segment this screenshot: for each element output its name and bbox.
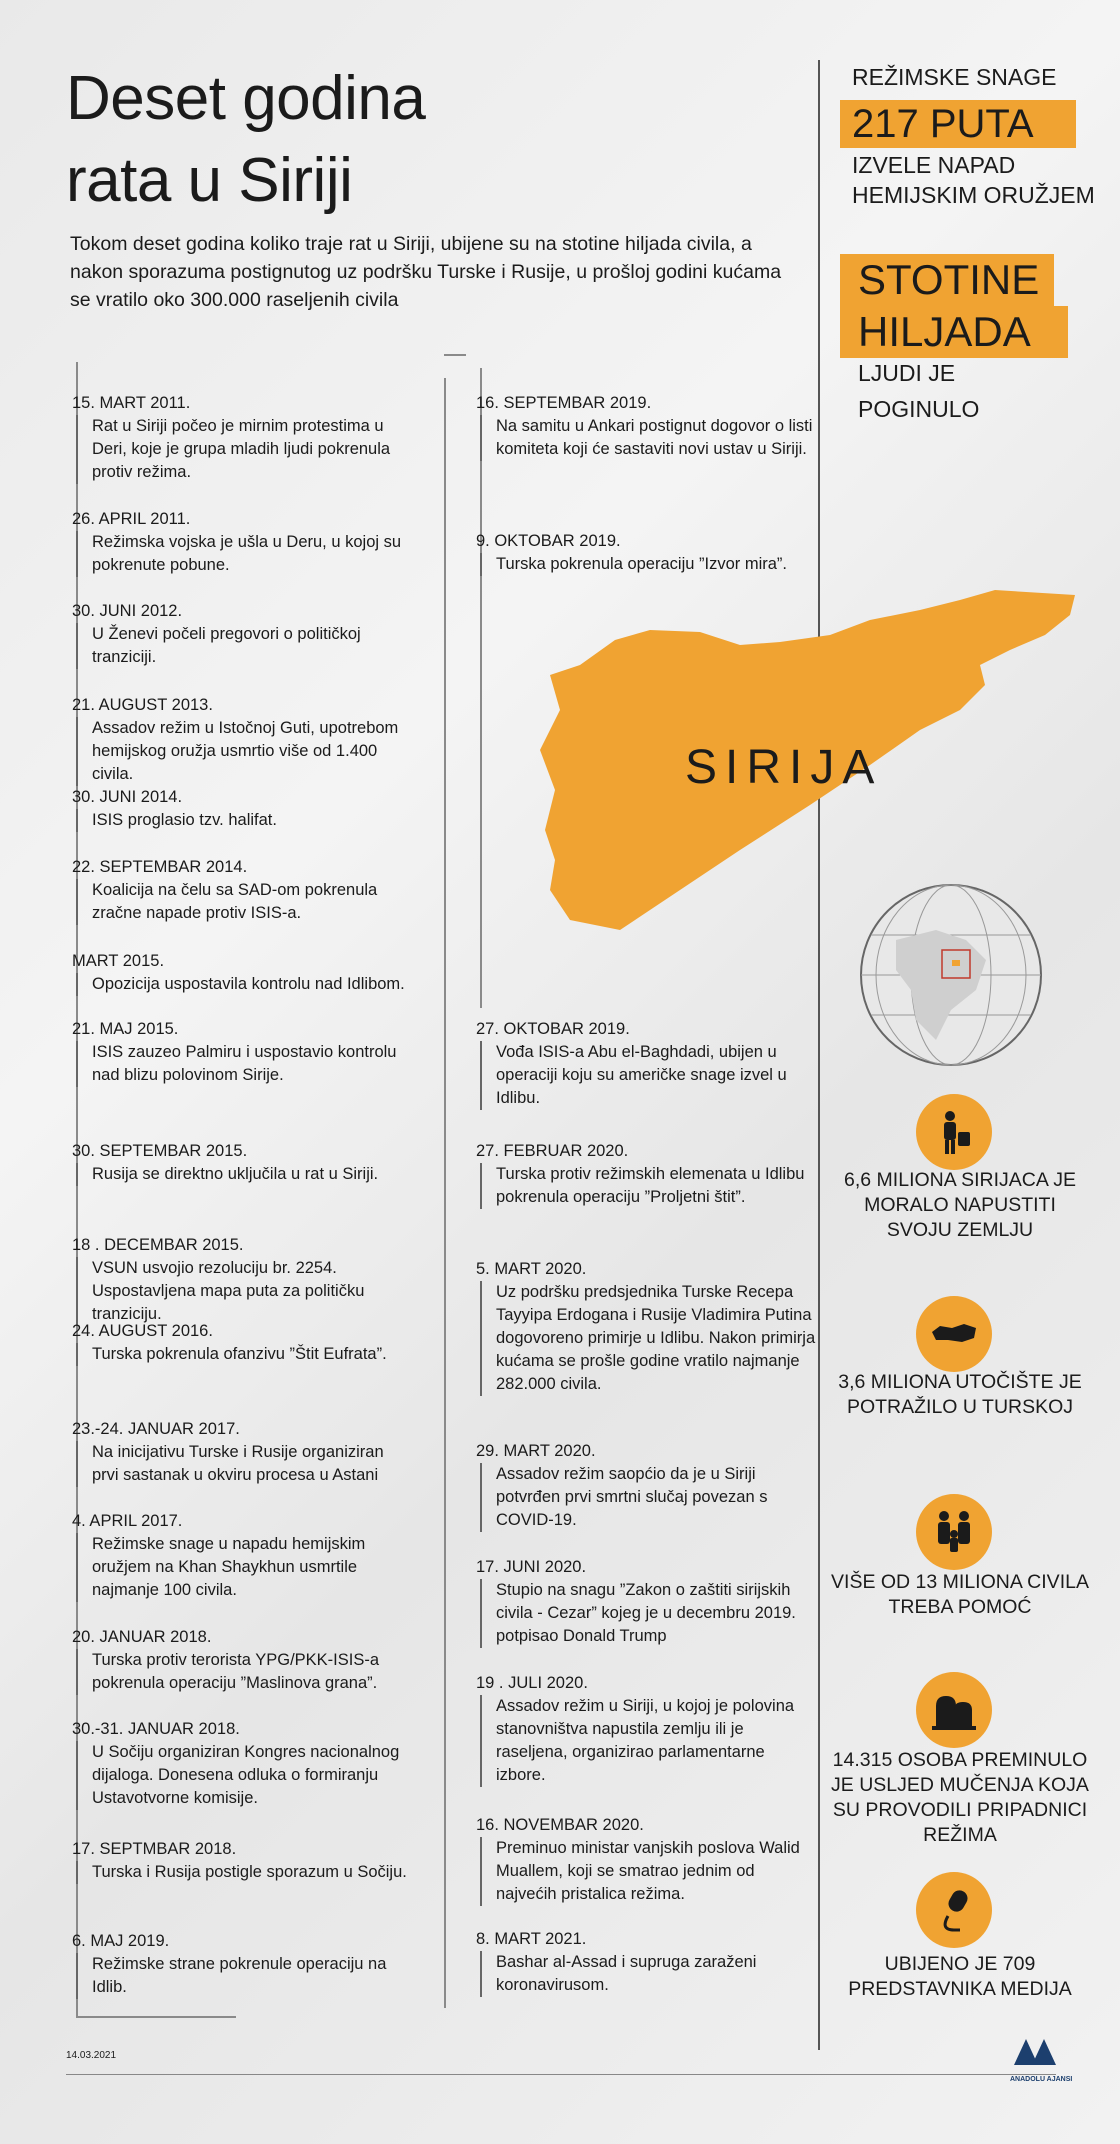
- timeline-event: [72, 1140, 412, 1186]
- page-title: Deset godina rata u Siriji: [66, 64, 426, 215]
- timeline-event: [72, 1234, 412, 1326]
- event-date: 16. NOVEMBAR 2020.: [476, 1816, 644, 1834]
- event-text: Turska i Rusija postigle sporazum u Sočiju.: [76, 1861, 412, 1884]
- event-date: 20. JANUAR 2018.: [72, 1628, 212, 1646]
- event-text: Režimske strane pokrenule operaciju na Idlib.: [76, 1953, 412, 1999]
- timeline-event: [476, 1814, 816, 1906]
- event-date: 17. JUNI 2020.: [476, 1558, 587, 1576]
- timeline-event: [72, 600, 412, 669]
- event-text: U Sočiju organiziran Kongres nacionalnog dijaloga. Donesena odluka o formiranju Ustavotvorne komisije.: [76, 1741, 412, 1810]
- stat-dead-line2: POGINULO: [858, 396, 980, 422]
- timeline-connector-top: [444, 354, 466, 356]
- event-date: 4. APRIL 2017.: [72, 1512, 183, 1530]
- stat-dead-hl2-bg: [840, 306, 1068, 358]
- timeline-event: [72, 1930, 412, 1999]
- event-text: Režimske snage u napadu hemijskim oružjem na Khan Shaykhun usmrtile najmanje 100 civila.: [76, 1533, 412, 1602]
- event-date: 26. APRIL 2011.: [72, 510, 191, 528]
- stat-chem-highlight: 217 PUTA: [852, 102, 1034, 146]
- event-date: 6. MAJ 2019.: [72, 1932, 170, 1950]
- graves-icon: [916, 1672, 992, 1748]
- event-date: 16. SEPTEMBAR 2019.: [476, 394, 652, 412]
- stat-dead-hl1: STOTINE: [858, 256, 1040, 303]
- event-date: 30. SEPTEMBAR 2015.: [72, 1142, 248, 1160]
- event-date: 30. JUNI 2012.: [72, 602, 183, 620]
- event-text: Vođa ISIS-a Abu el-Baghdadi, ubijen u operaciji koju su američke snage izvel u Idlibu.: [480, 1041, 816, 1110]
- timeline-right-line: [480, 368, 482, 1008]
- event-date: 30. JUNI 2014.: [72, 788, 183, 806]
- event-text: Rusija se direktno uključila u rat u Siriji.: [76, 1163, 412, 1186]
- event-date: 5. MART 2020.: [476, 1260, 587, 1278]
- event-text: U Ženevi počeli pregovori o političkoj tranziciji.: [76, 623, 412, 669]
- column-divider: [818, 60, 820, 2050]
- footer-divider: [66, 2074, 1056, 2075]
- event-date: 8. MART 2021.: [476, 1930, 587, 1948]
- timeline-event: [476, 1140, 816, 1209]
- refugee-icon: [916, 1094, 992, 1170]
- timeline-event: [72, 786, 412, 832]
- page-subtitle: Tokom deset godina koliko traje rat u Siriji, ubijene su na stotine hiljada civila, a nakon sporazuma postignutog uz podršku Turske i Rusije, u prošloj godini kućama se vratilo oko 300.000 raseljenih civila: [70, 233, 782, 311]
- timeline-event: [476, 1928, 816, 1997]
- timeline-event: [476, 1440, 816, 1532]
- timeline-event: [476, 530, 816, 576]
- timeline-event: [476, 1258, 816, 1396]
- event-text: Assadov režim u Istočnoj Guti, upotrebom hemijskog oružja usmrtio više od 1.400 civila.: [76, 717, 412, 786]
- timeline-event: [72, 1018, 412, 1087]
- event-date: 19 . JULI 2020.: [476, 1674, 588, 1692]
- event-date: 21. AUGUST 2013.: [72, 696, 213, 714]
- event-text: ISIS zauzeo Palmiru i uspostavio kontrolu nad blizu polovinom Sirije.: [76, 1041, 412, 1087]
- stat-chem-line2: IZVELE NAPAD: [852, 152, 1016, 178]
- stat-turkey: 3,6 MILIONA UTOČIŠTE JE POTRAŽILO U TURSKOJ: [838, 1371, 1082, 1418]
- event-text: Preminuo ministar vanjskih poslova Walid Muallem, koji se smatrao jednim od najvećih pristalica režima.: [480, 1837, 816, 1906]
- event-text: Opozicija uspostavila kontrolu nad Idlibom.: [76, 973, 412, 996]
- globe-icon: [856, 880, 1046, 1070]
- timeline-event: [72, 1510, 412, 1602]
- stat-torture: 14.315 OSOBA PREMINULO JE USLJED MUČENJA KOJA SU PROVODILI PRIPADNICI REŽIMA: [831, 1749, 1089, 1846]
- family-icon: [916, 1494, 992, 1570]
- stat-dead-hl1-bg: [840, 254, 1054, 306]
- timeline-event: [72, 1626, 412, 1695]
- event-text: Turska protiv režimskih elemenata u Idlibu pokrenula operaciju ”Proljetni štit”.: [480, 1163, 816, 1209]
- timeline-event: [72, 508, 412, 577]
- event-text: Turska pokrenula ofanzivu ”Štit Eufrata”.: [76, 1343, 412, 1366]
- event-text: Assadov režim u Siriji, u kojoj je polovina stanovništva napustila zemlju ili je raseljena, organizirao parlamentarne izbore.: [480, 1695, 816, 1787]
- event-date: 29. MART 2020.: [476, 1442, 596, 1460]
- event-text: Turska pokrenula operaciju ”Izvor mira”.: [480, 553, 816, 576]
- event-text: Bashar al-Assad i supruga zaraženi koronavirusom.: [480, 1951, 816, 1997]
- event-date: 23.-24. JANUAR 2017.: [72, 1420, 240, 1438]
- timeline-event: [72, 694, 412, 786]
- event-date: 22. SEPTEMBAR 2014.: [72, 858, 248, 876]
- event-date: 18 . DECEMBAR 2015.: [72, 1236, 244, 1254]
- stat-chem-highlight-bg: [840, 100, 1076, 148]
- event-date: 17. SEPTMBAR 2018.: [72, 1840, 237, 1858]
- timeline-event: [72, 950, 412, 996]
- turkey-map-icon: [916, 1296, 992, 1372]
- stat-refugees: 6,6 MILIONA SIRIJACA JE MORALO NAPUSTITI SVOJU ZEMLJU: [844, 1169, 1076, 1241]
- event-date: 27. FEBRUAR 2020.: [476, 1142, 629, 1160]
- event-text: Režimska vojska je ušla u Deru, u kojoj su pokrenute pobune.: [76, 531, 412, 577]
- event-text: Stupio na snagu ”Zakon o zaštiti sirijskih civila - Cezar” kojeg je u decembru 2019. potpisao Donald Trump: [480, 1579, 816, 1648]
- event-text: ISIS proglasio tzv. halifat.: [76, 809, 412, 832]
- timeline-event: [72, 1718, 412, 1810]
- event-date: 27. OKTOBAR 2019.: [476, 1020, 630, 1038]
- timeline-event: [476, 1556, 816, 1648]
- event-text: Koalicija na čelu sa SAD-om pokrenula zračne napade protiv ISIS-a.: [76, 879, 412, 925]
- event-text: Na inicijativu Turske i Rusije organiziran prvi sastanak u okviru procesa u Astani: [76, 1441, 412, 1487]
- event-date: 9. OKTOBAR 2019.: [476, 532, 621, 550]
- event-date: 15. MART 2011.: [72, 394, 191, 412]
- anadolu-logo: [1010, 2035, 1072, 2083]
- timeline-event: [72, 1838, 412, 1884]
- event-text: Rat u Siriji počeo je mirnim protestima u Deri, koje je grupa mladih ljudi pokrenula protiv režima.: [76, 415, 412, 484]
- event-date: 21. MAJ 2015.: [72, 1020, 179, 1038]
- footer-date: 14.03.2021: [66, 2050, 117, 2061]
- event-date: 24. AUGUST 2016.: [72, 1322, 213, 1340]
- timeline-event: [72, 392, 412, 484]
- map-label: SIRIJA: [685, 741, 883, 794]
- timeline-connector-bottom: [76, 2016, 236, 2018]
- stat-chem-line3: HEMIJSKIM ORUŽJEM: [852, 182, 1095, 208]
- timeline-event: [476, 392, 816, 461]
- timeline-event: [476, 1018, 816, 1110]
- microphone-icon: [916, 1872, 992, 1948]
- timeline-event: [72, 1320, 412, 1366]
- stat-dead-hl2: HILJADA: [858, 308, 1031, 355]
- timeline-event: [476, 1672, 816, 1787]
- event-date: 30.-31. JANUAR 2018.: [72, 1720, 240, 1738]
- timeline-event: [72, 856, 412, 925]
- timeline-event: [72, 1418, 412, 1487]
- event-text: Na samitu u Ankari postignut dogovor o listi komiteta koji će sastaviti novi ustav u Siriji.: [480, 415, 816, 461]
- logo-text: ANADOLU AJANSI: [1010, 2076, 1073, 2083]
- event-text: Turska protiv terorista YPG/PKK-ISIS-a pokrenula operaciju ”Maslinova grana”.: [76, 1649, 412, 1695]
- event-text: Assadov režim saopćio da je u Siriji potvrđen prvi smrtni slučaj povezan s COVID-19.: [480, 1463, 816, 1532]
- event-text: VSUN usvojio rezoluciju br. 2254. Uspostavljena mapa puta za političku tranziciju.: [76, 1257, 412, 1326]
- event-text: Uz podršku predsjednika Turske Recepa Tayyipa Erdogana i Rusije Vladimira Putina dogovoreno primirje u Idlibu. Nakon primirja kućama se prošle godine vratilo najmanje 282.000 civila.: [480, 1281, 816, 1396]
- stat-chem-line1: REŽIMSKE SNAGE: [852, 64, 1057, 90]
- stat-media: UBIJENO JE 709 PREDSTAVNIKA MEDIJA: [848, 1953, 1072, 2000]
- stat-need-help: VIŠE OD 13 MILIONA CIVILA TREBA POMOĆ: [831, 1571, 1089, 1618]
- event-date: MART 2015.: [72, 952, 165, 970]
- timeline-right-return-line: [444, 378, 446, 2008]
- stat-dead-line1: LJUDI JE: [858, 360, 956, 386]
